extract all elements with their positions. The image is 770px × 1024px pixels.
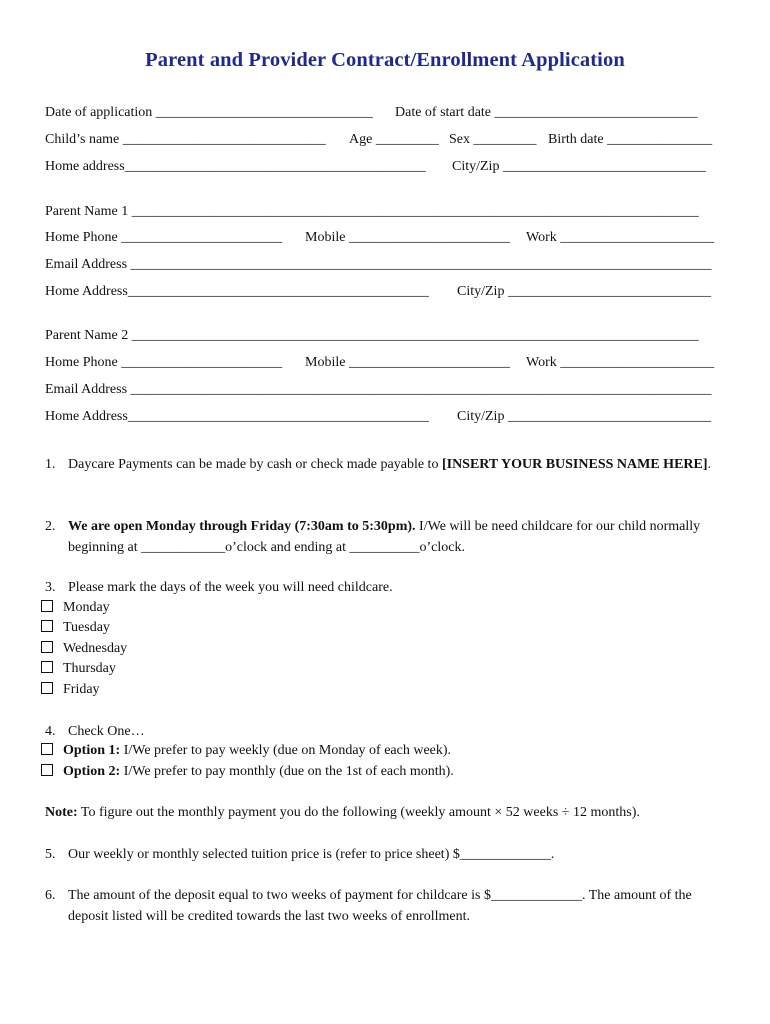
- day-checkbox-tuesday[interactable]: [41, 619, 110, 637]
- birth-date-field[interactable]: Birth date _______________: [548, 132, 713, 147]
- parent2-email-field[interactable]: Email Address ___________________________________________________________________________________: [45, 382, 712, 397]
- item-number: 1.: [45, 457, 56, 472]
- parent2-home-phone-field[interactable]: Home Phone _______________________: [45, 355, 283, 370]
- deposit-amount-field[interactable]: The amount of the deposit equal to two weeks of payment for childcare is $_____________. The amount of the deposit listed will be credited towards the last two weeks of enrollment.: [68, 888, 692, 924]
- parent2-city-zip-field[interactable]: City/Zip _____________________________: [457, 409, 711, 424]
- item-number: 5.: [45, 847, 56, 862]
- item-text: Daycare Payments can be made by cash or check made payable to: [68, 457, 442, 472]
- date-of-application-field[interactable]: Date of application _______________________________: [45, 105, 373, 120]
- parent2-name-field[interactable]: Parent Name 2 _________________________________________________________________________________: [45, 328, 699, 343]
- checkbox-icon[interactable]: [41, 620, 53, 632]
- note-label: Note:: [45, 805, 78, 820]
- parent1-name-field[interactable]: Parent Name 1 _________________________________________________________________________________: [45, 204, 699, 219]
- day-checkbox-wednesday[interactable]: [41, 640, 127, 658]
- checkbox-icon[interactable]: [41, 682, 53, 694]
- tuition-price-field[interactable]: Our weekly or monthly selected tuition price is (refer to price sheet) $_____________.: [68, 847, 555, 862]
- child-name-field[interactable]: Child’s name _____________________________: [45, 132, 326, 147]
- day-label: Monday: [63, 600, 110, 615]
- option-text: I/We prefer to pay weekly (due on Monday of each week).: [120, 743, 452, 758]
- day-checkbox-monday[interactable]: [41, 599, 110, 617]
- item-number: 6.: [45, 888, 56, 903]
- item-end: .: [707, 457, 712, 472]
- option-label: Option 1:: [63, 743, 121, 758]
- business-name-placeholder: [INSERT YOUR BUSINESS NAME HERE]: [441, 457, 708, 472]
- page-title: Parent and Provider Contract/Enrollment Application: [145, 49, 625, 71]
- parent1-mobile-field[interactable]: Mobile _______________________: [305, 230, 510, 245]
- checkbox-icon[interactable]: [41, 661, 53, 673]
- parent1-work-field[interactable]: Work ______________________: [526, 230, 715, 245]
- day-checkbox-friday[interactable]: [41, 681, 100, 699]
- parent1-home-address-field[interactable]: Home Address___________________________________________: [45, 284, 429, 299]
- option-2-checkbox[interactable]: [41, 763, 454, 781]
- day-checkbox-thursday[interactable]: [41, 660, 116, 678]
- item-body: [68, 517, 728, 558]
- parent1-home-phone-field[interactable]: Home Phone _______________________: [45, 230, 283, 245]
- city-zip-field[interactable]: City/Zip _____________________________: [452, 159, 706, 174]
- day-label: Thursday: [63, 661, 116, 676]
- payment-note: [45, 804, 640, 822]
- option-label: Option 2:: [63, 764, 121, 779]
- option-1-checkbox[interactable]: [41, 742, 451, 760]
- hours-statement: We are open Monday through Friday (7:30am to 5:30pm).: [68, 519, 416, 534]
- age-field[interactable]: Age _________: [349, 132, 439, 147]
- parent2-work-field[interactable]: Work ______________________: [526, 355, 715, 370]
- checkbox-icon[interactable]: [41, 600, 53, 612]
- item-number: 3.: [45, 580, 56, 595]
- checkbox-icon[interactable]: [41, 764, 53, 776]
- checkbox-icon[interactable]: [41, 641, 53, 653]
- parent1-city-zip-field[interactable]: City/Zip _____________________________: [457, 284, 711, 299]
- day-label: Wednesday: [63, 641, 128, 656]
- checkbox-icon[interactable]: [41, 743, 53, 755]
- day-label: Friday: [63, 682, 100, 697]
- item-body: Check One…: [68, 724, 145, 739]
- sex-field[interactable]: Sex _________: [449, 132, 537, 147]
- option-text: I/We prefer to pay monthly (due on the 1st of each month).: [120, 764, 454, 779]
- item-text[interactable]: I/We will be need childcare for our child normally beginning at ____________o’clock and ending at __________o’clock.: [68, 519, 701, 555]
- note-text: To figure out the monthly payment you do the following (weekly amount × 52 weeks ÷ 12 months).: [77, 805, 640, 820]
- parent2-home-address-field[interactable]: Home Address___________________________________________: [45, 409, 429, 424]
- date-of-start-field[interactable]: Date of start date _____________________________: [395, 105, 698, 120]
- home-address-field[interactable]: Home address___________________________________________: [45, 159, 426, 174]
- item-number: 4.: [45, 724, 56, 739]
- item-body: Please mark the days of the week you will need childcare.: [68, 580, 393, 595]
- parent1-email-field[interactable]: Email Address ___________________________________________________________________________________: [45, 257, 712, 272]
- day-label: Tuesday: [63, 620, 110, 635]
- item-number: 2.: [45, 519, 56, 534]
- item-body: [68, 455, 728, 476]
- parent2-mobile-field[interactable]: Mobile _______________________: [305, 355, 510, 370]
